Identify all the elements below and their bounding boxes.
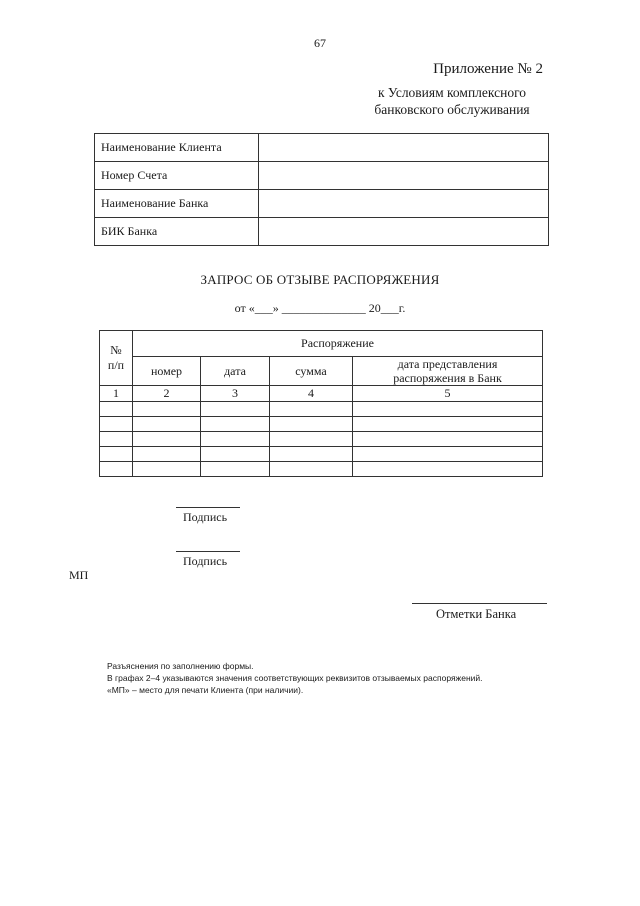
table-cell[interactable] (201, 402, 270, 417)
appendix-subtitle-line2: банковского обслуживания (374, 102, 530, 117)
table-cell[interactable] (353, 432, 543, 447)
table-cell[interactable] (100, 417, 133, 432)
table-cell[interactable] (201, 447, 270, 462)
col-submission-date-header (353, 357, 543, 386)
notes-line2: В графах 2–4 указываются значения соответствующих реквизитов отзываемых распоряжений. (107, 673, 483, 683)
col-number-header-line1: № (110, 343, 122, 357)
table-row (100, 462, 543, 477)
table-cell[interactable] (353, 447, 543, 462)
col-order-number-header: номер (133, 357, 201, 386)
col-order-date-header: дата (201, 357, 270, 386)
table-row (100, 417, 543, 432)
signature-label-1: Подпись (183, 510, 228, 524)
table-cell[interactable] (133, 447, 201, 462)
table-cell[interactable] (100, 432, 133, 447)
orders-header-row (100, 331, 543, 357)
bank-name-label: Наименование Банка (95, 190, 259, 218)
signature-line-1[interactable] (176, 507, 240, 508)
table-cell[interactable] (270, 462, 353, 477)
table-cell[interactable] (133, 462, 201, 477)
request-date-line: от «___» ______________ 20___г. (234, 301, 406, 315)
table-cell[interactable] (353, 417, 543, 432)
table-cell[interactable] (270, 432, 353, 447)
orders-table (99, 330, 543, 477)
client-info-table (94, 133, 549, 246)
notes-line1: Разъяснения по заполнению формы. (107, 661, 254, 671)
column-number: 2 (133, 386, 201, 402)
col-order-amount-header: сумма (270, 357, 353, 386)
client-name-field[interactable] (259, 134, 549, 162)
info-row (95, 218, 549, 246)
table-row (100, 447, 543, 462)
table-cell[interactable] (201, 417, 270, 432)
table-cell[interactable] (201, 432, 270, 447)
notes-line3: «МП» – место для печати Клиента (при наличии). (107, 685, 304, 695)
table-cell[interactable] (100, 462, 133, 477)
stamp-label: МП (69, 568, 89, 582)
table-row (100, 432, 543, 447)
col-number-header (100, 331, 133, 386)
signature-label-2: Подпись (183, 554, 228, 568)
appendix-subtitle-line1: к Условиям комплексного (377, 85, 527, 100)
table-cell[interactable] (270, 402, 353, 417)
table-row (100, 402, 543, 417)
bank-bic-label: БИК Банка (95, 218, 259, 246)
table-cell[interactable] (270, 417, 353, 432)
column-number: 4 (270, 386, 353, 402)
column-number: 1 (100, 386, 133, 402)
table-cell[interactable] (133, 417, 201, 432)
col-submission-date-line2: распоряжения в Банк (393, 371, 502, 385)
bank-marks-label: Отметки Банка (436, 607, 517, 621)
table-cell[interactable] (201, 462, 270, 477)
order-group-header: Распоряжение (133, 331, 543, 357)
table-cell[interactable] (353, 402, 543, 417)
column-numbering-row (100, 386, 543, 402)
table-cell[interactable] (270, 447, 353, 462)
appendix-title: Приложение № 2 (433, 61, 543, 77)
table-cell[interactable] (133, 432, 201, 447)
account-number-label: Номер Счета (95, 162, 259, 190)
info-row (95, 162, 549, 190)
signature-line-2[interactable] (176, 551, 240, 552)
bank-marks-line[interactable] (412, 603, 547, 604)
form-notes (107, 660, 483, 696)
page-number: 67 (314, 36, 326, 50)
table-cell[interactable] (353, 462, 543, 477)
account-number-field[interactable] (259, 162, 549, 190)
col-number-header-line2: п/п (107, 358, 125, 372)
bank-bic-field[interactable] (259, 218, 549, 246)
client-name-label: Наименование Клиента (95, 134, 259, 162)
table-cell[interactable] (133, 402, 201, 417)
table-cell[interactable] (100, 447, 133, 462)
col-submission-date-line1: дата представления (397, 357, 498, 371)
column-number: 3 (201, 386, 270, 402)
column-number: 5 (353, 386, 543, 402)
request-title: ЗАПРОС ОБ ОТЗЫВЕ РАСПОРЯЖЕНИЯ (200, 272, 440, 287)
info-row (95, 190, 549, 218)
bank-name-field[interactable] (259, 190, 549, 218)
appendix-subtitle (352, 84, 552, 118)
orders-subheader-row (100, 357, 543, 386)
info-row (95, 134, 549, 162)
table-cell[interactable] (100, 402, 133, 417)
